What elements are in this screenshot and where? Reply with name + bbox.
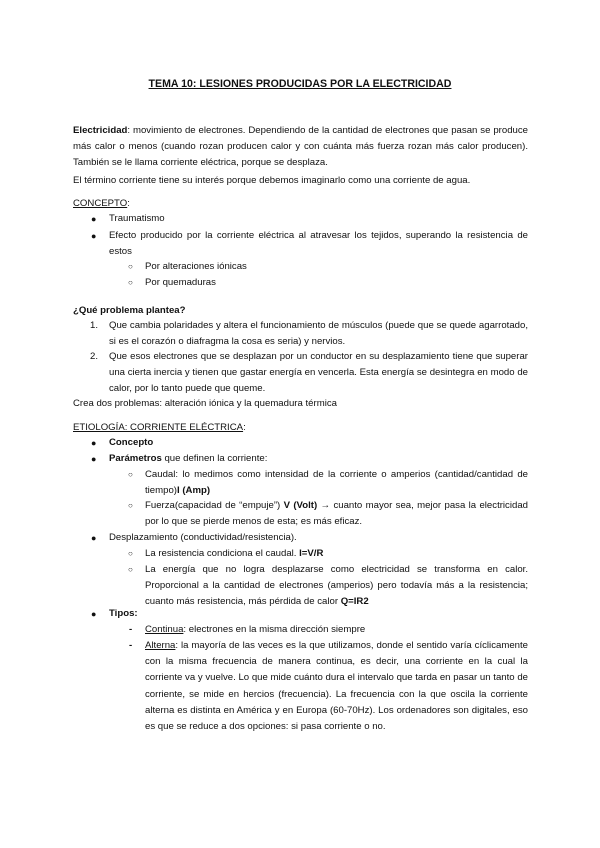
bullet-marker: ● xyxy=(91,533,97,543)
etiologia-heading xyxy=(73,420,246,436)
alterna-text: : la mayoría de las veces es la que utilizamos, donde el sentido varía cíclicamente con la misma frecuencia de manera continua, es decir, una corriente en la cual la corriente va y vuelve. Lo que mide cuánto dura el intervalo que tarda en pasar un tanto de corriente, se mide en hercios (frecuencia). La frecuencia con la que oscila la corriente alterna es distinta en América y en Europa (60-70Hz). Los ordenadores son digitales, eso es que se reduce a dos opciones: si pasa corriente o no. xyxy=(145,640,528,733)
circle-marker: ○ xyxy=(128,549,133,558)
concepto-bullet-efecto: Efecto producido por la corriente eléctrica al atravesar los tejidos, superando la resistencia de estos xyxy=(109,230,528,258)
concepto-sub-quemaduras: Por quemaduras xyxy=(145,277,216,288)
number-marker: 1. xyxy=(90,320,99,331)
page-title: TEMA 10: LESIONES PRODUCIDAS POR LA ELECTRICIDAD xyxy=(148,78,452,90)
etiologia-colon: : xyxy=(243,422,246,433)
bullet-marker: ● xyxy=(91,231,97,241)
tipos-colon: : xyxy=(134,608,138,619)
etiologia-tipos xyxy=(109,606,138,622)
dash-marker: - xyxy=(129,640,133,651)
tipo-alterna xyxy=(145,638,528,735)
circle-marker: ○ xyxy=(128,565,133,574)
bullet-marker: ● xyxy=(91,214,97,224)
circle-marker: ○ xyxy=(128,278,133,287)
problema-heading: ¿Qué problema plantea? xyxy=(73,305,186,316)
resistencia-formula: I=V/R xyxy=(299,548,324,559)
tipos-label: Tipos xyxy=(109,608,135,619)
problema-item-1: Que cambia polaridades y altera el funcionamiento de músculos (puede que se quede agarrotado, si es el corazón o diafragma la cosa es seria) y nervios. xyxy=(109,320,528,348)
bullet-marker: ● xyxy=(91,438,97,448)
fuerza-rest: → cuanto mayor sea, mejor pasa la electricidad por lo que se pierde menos de esta; es más eficaz. xyxy=(145,500,528,528)
circle-marker: ○ xyxy=(128,262,133,271)
intro-paragraph xyxy=(73,123,528,172)
parametro-caudal xyxy=(145,467,528,499)
fuerza-text: Fuerza(capacidad de “empuje”) xyxy=(145,500,284,511)
bullet-marker: ● xyxy=(91,454,97,464)
problema-item-2: Que esos electrones que se desplazan por un conductor en su desplazamiento tiene que superar una cierta inercia y tienen que gastar energía en vencerla. Esta energía se desintegra en modo de calor, por lo tanto puede que queme. xyxy=(109,351,528,395)
circle-marker: ○ xyxy=(128,501,133,510)
energia-text: La energía que no logra desplazarse como electricidad se transforma en calor. Proporcional a la cantidad de electrones (amperios) pero todavía más a la resistencia; cuanto más resistencia, más pérdida de calor xyxy=(145,564,528,608)
energia-formula: Q=IR2 xyxy=(340,596,369,608)
bullet-marker: ● xyxy=(91,609,97,619)
concepto-sub-ionicas: Por alteraciones iónicas xyxy=(145,261,247,272)
etiologia-parametros xyxy=(109,451,267,467)
fuerza-unit: V (Volt) xyxy=(283,500,318,511)
problema-conclusion: Crea dos problemas: alteración iónica y la quemadura térmica xyxy=(73,398,337,409)
caudal-unit: I (Amp) xyxy=(177,485,211,497)
intro-text: : movimiento de electrones. Dependiendo de la cantidad de electrones que pasan se produce más calor o menos (cuando rozan producen calor y con cuánta más fuerza rozan más calor producen). También se le llama corriente eléctrica, porque se desplaza. xyxy=(73,125,528,169)
continua-label: Continua xyxy=(145,624,184,635)
dash-marker: - xyxy=(129,624,133,635)
parametros-label: Parámetros xyxy=(109,453,162,464)
resistencia-text: La resistencia condiciona el caudal. xyxy=(145,548,300,559)
concepto-heading xyxy=(73,196,130,212)
intro-term: Electricidad xyxy=(73,125,128,136)
parametro-fuerza xyxy=(145,498,528,530)
paragraph-corriente: El término corriente tiene su interés porque debemos imaginarlo como una corriente de agua. xyxy=(73,175,471,186)
number-marker: 2. xyxy=(90,351,99,362)
desplazamiento-resistencia xyxy=(145,546,323,562)
tipo-continua xyxy=(145,622,365,638)
desplazamiento-energia xyxy=(145,562,528,611)
continua-text: : electrones en la misma dirección siempre xyxy=(183,624,366,635)
etiologia-heading-text: ETIOLOGÍA: CORRIENTE ELÉCTRICA xyxy=(73,422,244,433)
parametros-text: que definen la corriente: xyxy=(161,453,268,464)
concepto-bullet-traumatismo: Traumatismo xyxy=(109,213,165,224)
concepto-colon: : xyxy=(127,198,130,209)
caudal-text: Caudal: lo medimos como intensidad de la corriente o amperios (cantidad/cantidad de tiempo) xyxy=(145,469,528,497)
concepto-heading-text: CONCEPTO xyxy=(73,198,128,209)
alterna-label: Alterna xyxy=(145,640,176,651)
etiologia-desplazamiento: Desplazamiento (conductividad/resistencia). xyxy=(109,532,297,543)
circle-marker: ○ xyxy=(128,470,133,479)
etiologia-concepto: Concepto xyxy=(109,437,154,448)
